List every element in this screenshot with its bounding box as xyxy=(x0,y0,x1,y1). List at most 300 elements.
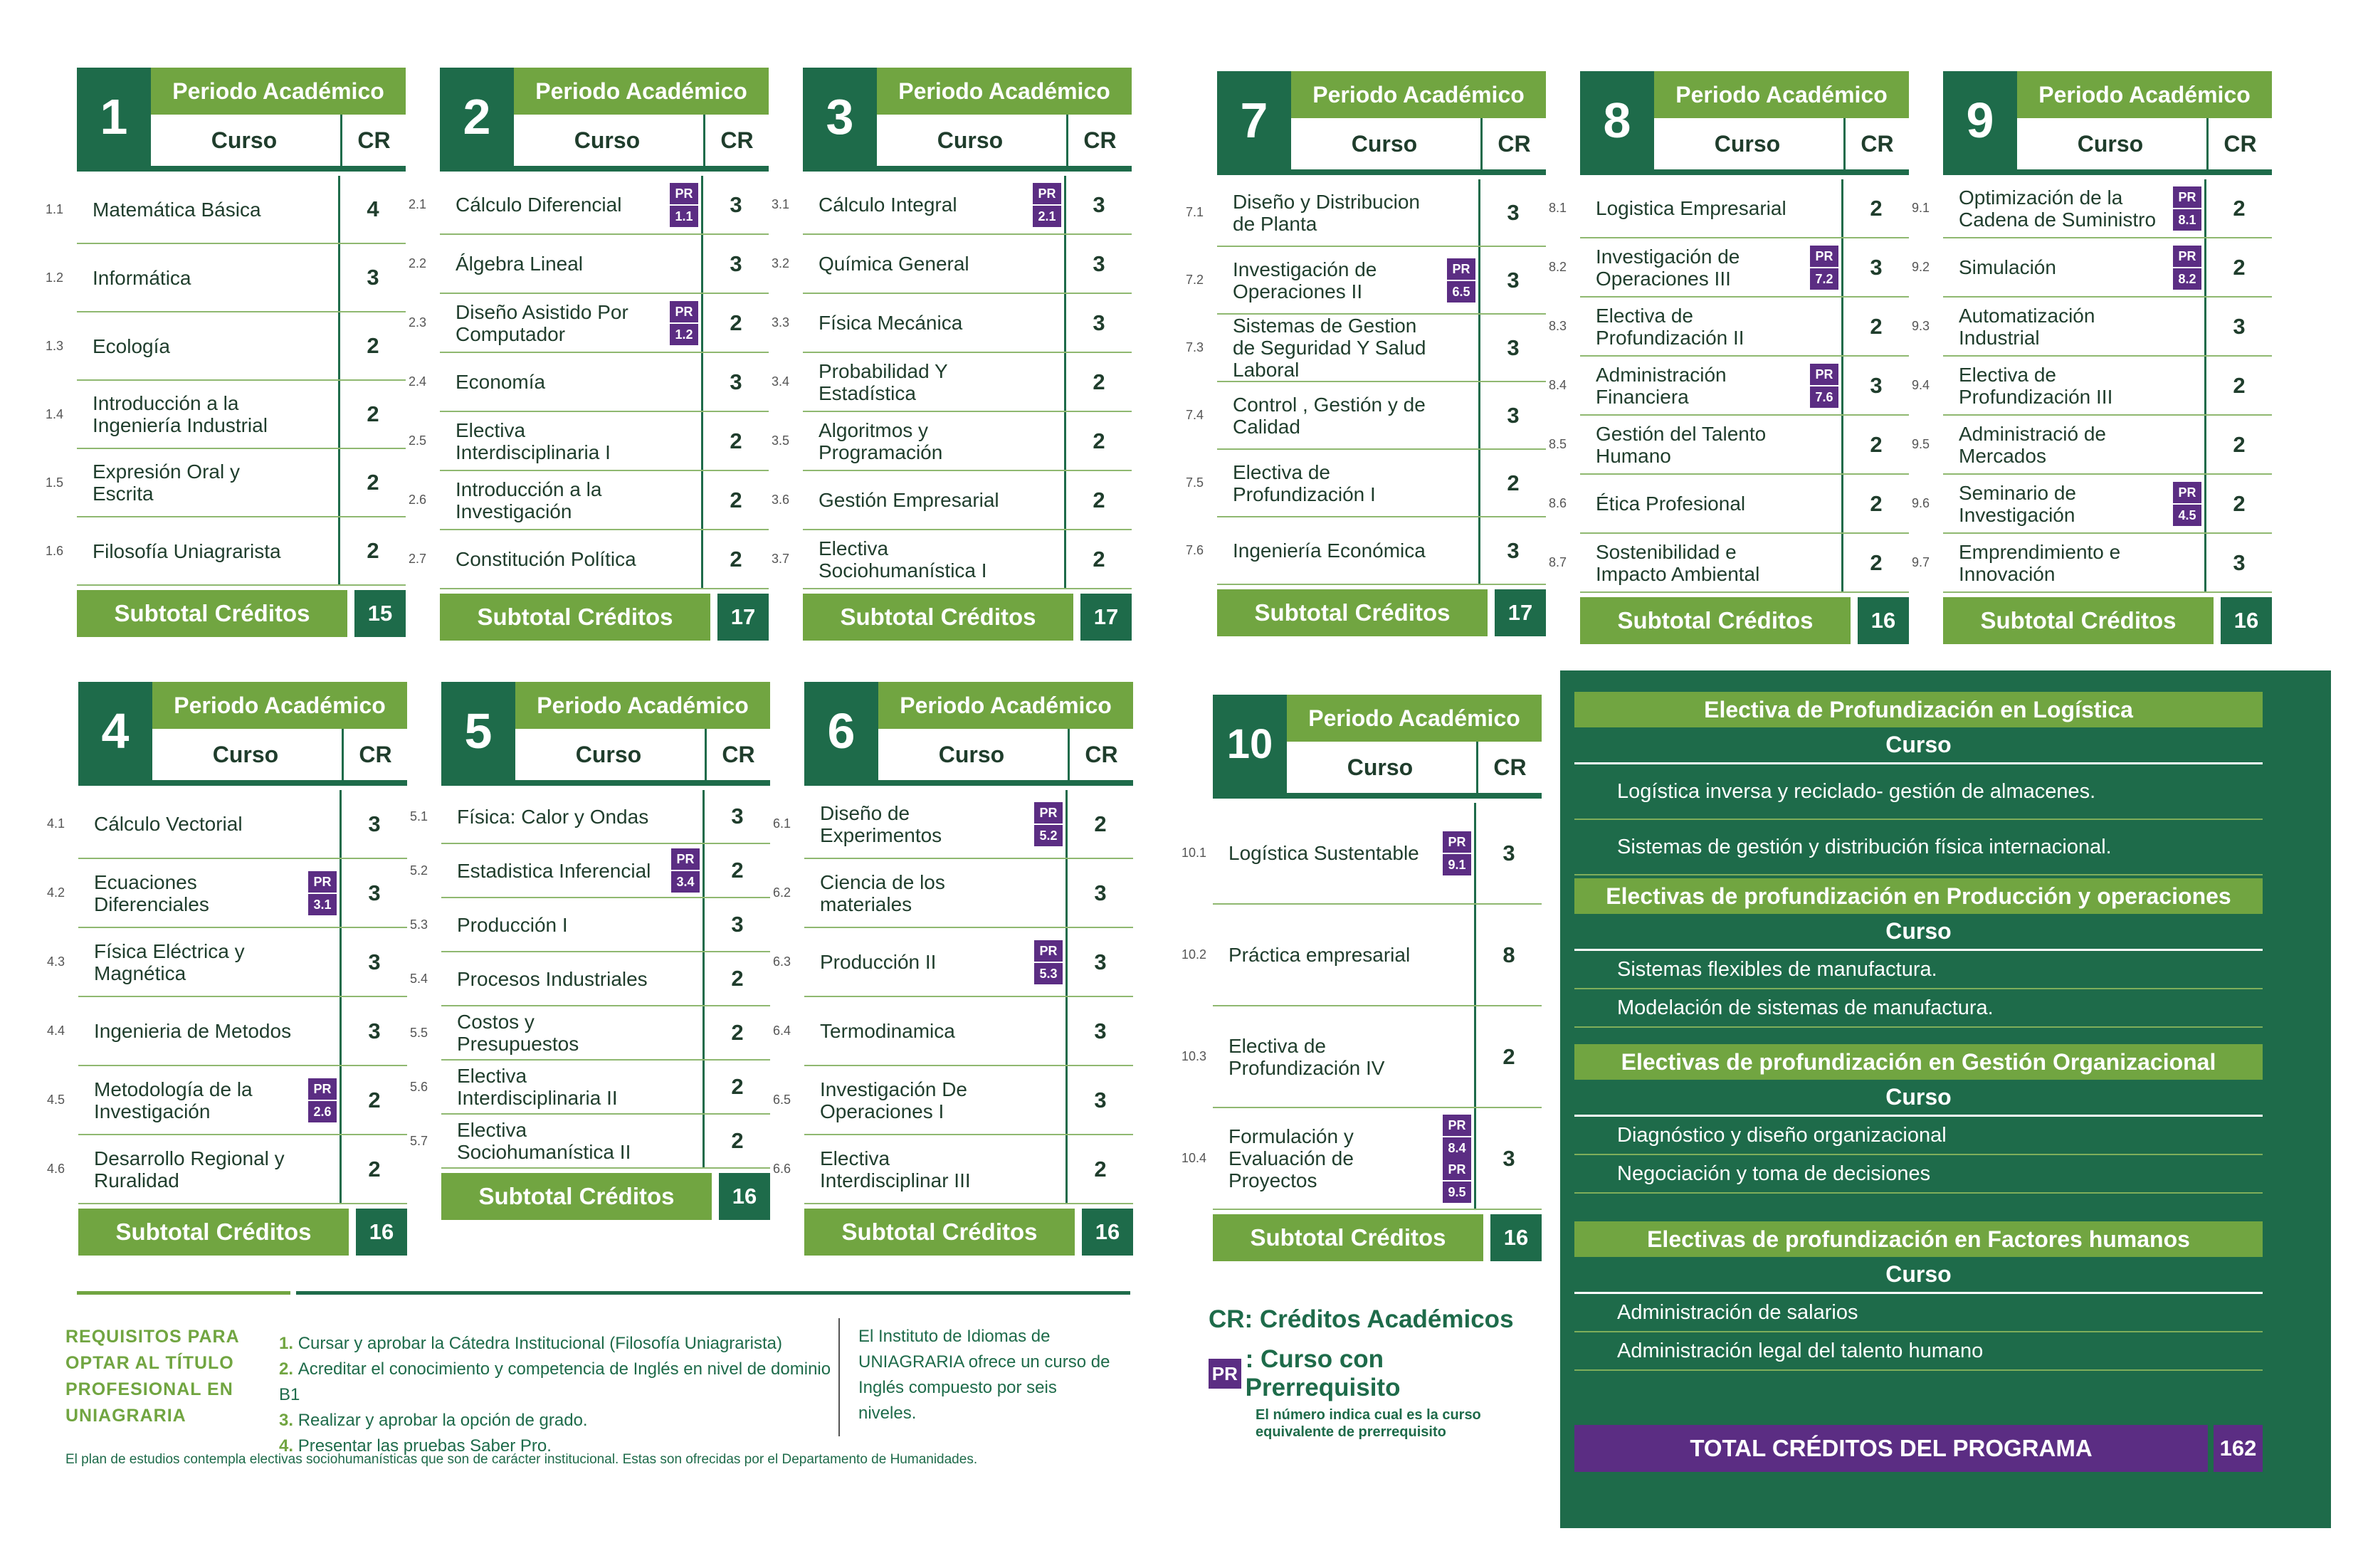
course-row xyxy=(1182,1006,1542,1108)
course-name xyxy=(77,449,340,516)
course-credits: 2 xyxy=(2233,431,2246,457)
course-row xyxy=(1549,475,1909,534)
course-row xyxy=(47,997,407,1066)
course-name xyxy=(1217,247,1480,313)
course-id: 9.2 xyxy=(1912,260,1930,274)
subtotal-value: 16 xyxy=(2221,597,2272,644)
column-curso: Curso xyxy=(211,127,278,153)
prerequisite-badge xyxy=(1443,1115,1471,1203)
pr-label: PR xyxy=(1448,1162,1466,1177)
elective-curso: Curso xyxy=(1574,1257,2263,1294)
course-credits: 3 xyxy=(1507,335,1520,360)
course-row xyxy=(410,844,770,898)
course-id: 5.3 xyxy=(410,917,428,932)
course-id: 9.5 xyxy=(1912,437,1930,451)
column-curso: Curso xyxy=(212,741,279,767)
pr-code: 2.6 xyxy=(308,1100,337,1122)
period-number: 5 xyxy=(441,682,515,780)
course-name xyxy=(1943,475,2206,532)
pr-code: 8.2 xyxy=(2173,267,2201,290)
course-id: 8.6 xyxy=(1549,496,1567,510)
period-header xyxy=(804,682,1133,790)
prerequisite-badge xyxy=(1033,183,1061,227)
course-row xyxy=(1186,315,1546,382)
requirement-item xyxy=(279,1408,841,1433)
course-row xyxy=(1549,298,1909,357)
course-title: Administración Financiera xyxy=(1596,363,1727,408)
prerequisite-badge xyxy=(1810,364,1838,408)
period-header xyxy=(1580,71,1909,179)
course-name xyxy=(440,412,703,470)
course-credits: 2 xyxy=(367,470,379,495)
course-credits: 2 xyxy=(367,538,379,563)
course-credits: 3 xyxy=(1094,1087,1107,1112)
course-credits: 2 xyxy=(1870,195,1883,221)
course-title: Logistica Empresarial xyxy=(1596,197,1786,219)
divider xyxy=(77,1291,290,1295)
course-name xyxy=(803,412,1066,470)
course-credits: 3 xyxy=(1502,840,1515,865)
course-name xyxy=(440,353,703,411)
course-row xyxy=(773,997,1133,1066)
subtotal-label: Subtotal Créditos xyxy=(440,594,710,641)
course-name xyxy=(803,235,1066,293)
elective-item: Administración de salarios xyxy=(1574,1294,2263,1332)
pr-code: 8.1 xyxy=(2173,208,2201,231)
course-row xyxy=(1912,238,2272,298)
course-credits: 3 xyxy=(1093,310,1105,335)
course-row xyxy=(773,928,1133,997)
course-id: 7.5 xyxy=(1186,475,1204,490)
subtotal-label: Subtotal Créditos xyxy=(804,1209,1075,1256)
course-id: 6.4 xyxy=(773,1024,791,1038)
course-row xyxy=(772,412,1132,471)
course-name xyxy=(1943,416,2206,473)
course-name xyxy=(1213,803,1476,903)
course-name xyxy=(1213,1006,1476,1107)
course-id: 7.4 xyxy=(1186,408,1204,422)
column-cr: CR xyxy=(2206,118,2272,169)
course-credits: 8 xyxy=(1502,942,1515,967)
course-title: Gestión del Talento Humano xyxy=(1596,422,1767,467)
header-rule xyxy=(441,780,770,786)
course-title: Gestión Empresarial xyxy=(819,489,999,511)
course-credits: 2 xyxy=(1093,369,1105,394)
column-cr: CR xyxy=(340,115,406,166)
requirement-number: 4. xyxy=(279,1436,298,1456)
course-id: 6.6 xyxy=(773,1162,791,1176)
course-id: 1.5 xyxy=(46,475,64,490)
course-id: 3.3 xyxy=(772,315,790,330)
prerequisite-badge xyxy=(1443,831,1471,875)
header-rule xyxy=(804,780,1133,786)
course-row xyxy=(1182,803,1542,905)
period-label: Periodo Académico xyxy=(2017,71,2272,118)
course-credits: 2 xyxy=(368,1087,381,1112)
course-title: Física: Calor y Ondas xyxy=(457,805,649,828)
course-name xyxy=(77,244,340,311)
course-row xyxy=(410,898,770,952)
column-curso: Curso xyxy=(937,127,1004,153)
period-block xyxy=(1182,695,1542,1261)
course-id: 2.5 xyxy=(409,433,427,448)
elective-item: Negociación y toma de decisiones xyxy=(1574,1155,2263,1194)
course-list xyxy=(1182,803,1542,1210)
course-name xyxy=(78,997,342,1065)
course-id: 7.2 xyxy=(1186,273,1204,287)
requirement-number: 3. xyxy=(279,1411,298,1430)
elective-item: Sistemas de gestión y distribución física internacional. xyxy=(1574,820,2263,875)
course-name xyxy=(804,997,1068,1065)
prerequisite-badge xyxy=(2173,246,2201,290)
course-title: Ecología xyxy=(93,335,170,357)
requirement-text: Presentar las pruebas Saber Pro. xyxy=(298,1436,552,1456)
subtotal-value: 16 xyxy=(356,1209,407,1256)
pr-label: PR xyxy=(1448,834,1466,849)
course-id: 1.2 xyxy=(46,270,64,285)
divider xyxy=(296,1291,1130,1295)
course-row xyxy=(1912,298,2272,357)
period-label: Periodo Académico xyxy=(1287,695,1542,742)
requirement-text: Acreditar el conocimiento y competencia de Inglés en nivel de dominio B1 xyxy=(279,1359,831,1404)
course-credits: 3 xyxy=(1870,372,1883,398)
subtotal-row xyxy=(441,1173,770,1220)
course-row xyxy=(46,176,406,244)
prerequisite-badge xyxy=(1034,802,1063,846)
course-credits: 2 xyxy=(1093,487,1105,512)
course-row xyxy=(1549,416,1909,475)
course-credits: 3 xyxy=(1094,949,1107,974)
period-header xyxy=(77,68,406,176)
elective-item: Administración legal del talento humano xyxy=(1574,1332,2263,1371)
course-row xyxy=(47,928,407,997)
course-credits: 3 xyxy=(1502,1145,1515,1171)
course-title: Ciencia de los materiales xyxy=(820,870,945,915)
header-rule xyxy=(77,166,406,172)
period-number: 2 xyxy=(440,68,514,166)
course-credits: 3 xyxy=(731,804,744,828)
elective-curso: Curso xyxy=(1574,914,2263,951)
course-title: Sistemas de Gestion de Seguridad Y Salud Laboral xyxy=(1233,315,1426,381)
subtotal-row xyxy=(803,594,1132,641)
course-row xyxy=(1186,247,1546,315)
period-block xyxy=(772,68,1132,641)
course-title: Formulación y Evaluación de Proyectos xyxy=(1228,1125,1354,1191)
course-id: 4.1 xyxy=(47,816,65,831)
pr-label: PR xyxy=(1039,943,1058,958)
prerequisite-badge xyxy=(1810,246,1838,290)
course-credits: 2 xyxy=(731,1074,744,1099)
course-credits: 2 xyxy=(731,966,744,991)
course-credits: 2 xyxy=(1507,470,1520,495)
course-name xyxy=(804,1066,1068,1134)
header-rule xyxy=(78,780,407,786)
course-row xyxy=(1182,905,1542,1006)
course-name xyxy=(803,176,1066,233)
course-id: 3.6 xyxy=(772,493,790,507)
column-curso: Curso xyxy=(575,741,642,767)
column-curso: Curso xyxy=(574,127,641,153)
subtotal-label: Subtotal Créditos xyxy=(1943,597,2214,644)
course-row xyxy=(1186,382,1546,450)
course-name xyxy=(803,530,1066,588)
course-id: 2.2 xyxy=(409,256,427,270)
course-title: Procesos Industriales xyxy=(457,967,648,990)
period-header xyxy=(440,68,769,176)
subtotal-value: 15 xyxy=(354,590,406,637)
requirements-title: REQUISITOS PARA OPTAR AL TÍTULO PROFESIONAL EN UNIAGRARIA xyxy=(65,1327,239,1426)
period-number: 9 xyxy=(1943,71,2017,169)
pr-label: PR xyxy=(1448,1117,1466,1132)
course-row xyxy=(410,1115,770,1169)
elective-title: Electivas de profundización en Gestión Organizacional xyxy=(1574,1044,2263,1080)
course-id: 8.7 xyxy=(1549,555,1567,569)
course-list xyxy=(1186,179,1546,585)
course-credits: 2 xyxy=(1094,811,1107,836)
course-row xyxy=(772,176,1132,235)
course-name xyxy=(1580,475,1843,532)
course-title: Automatización Industrial xyxy=(1959,304,2095,349)
course-row xyxy=(410,952,770,1006)
course-credits: 2 xyxy=(2233,195,2246,221)
course-id: 6.3 xyxy=(773,954,791,969)
course-row xyxy=(1912,475,2272,534)
pr-label: PR xyxy=(2178,189,2196,204)
course-name xyxy=(1943,534,2206,591)
course-title: Seminario de Investigación xyxy=(1959,481,2076,526)
period-block xyxy=(47,682,407,1256)
course-list xyxy=(1549,179,1909,593)
course-name xyxy=(1217,450,1480,516)
course-row xyxy=(409,294,769,353)
course-row xyxy=(46,244,406,312)
subtotal-label: Subtotal Créditos xyxy=(77,590,347,637)
course-name xyxy=(1943,238,2206,296)
course-name xyxy=(78,859,342,927)
course-credits: 2 xyxy=(2233,254,2246,280)
course-name xyxy=(803,471,1066,529)
subtotal-label: Subtotal Créditos xyxy=(803,594,1073,641)
course-title: Introducción a la Investigación xyxy=(456,478,602,522)
course-name xyxy=(78,1066,342,1134)
subtotal-row xyxy=(1213,1214,1542,1261)
course-id: 5.4 xyxy=(410,971,428,986)
course-credits: 3 xyxy=(2233,549,2246,575)
course-title: Álgebra Lineal xyxy=(456,253,584,275)
course-credits: 2 xyxy=(368,1156,381,1182)
elective-group xyxy=(1574,1221,2263,1371)
course-id: 3.2 xyxy=(772,256,790,270)
period-block xyxy=(1549,71,1909,644)
course-name xyxy=(441,1061,705,1113)
course-title: Emprendimiento e Innovación xyxy=(1959,540,2121,585)
course-credits: 3 xyxy=(1094,880,1107,905)
course-id: 9.3 xyxy=(1912,319,1930,333)
course-row xyxy=(46,381,406,449)
course-title: Electiva de Profundización III xyxy=(1959,363,2113,408)
legend-pr-text: : Curso con Prerrequisito xyxy=(1245,1345,1401,1401)
column-cr: CR xyxy=(1068,729,1133,780)
course-row xyxy=(1186,179,1546,247)
course-row xyxy=(1186,517,1546,585)
course-credits: 3 xyxy=(730,191,742,217)
period-label: Periodo Académico xyxy=(152,682,407,729)
course-name xyxy=(804,859,1068,927)
course-id: 9.1 xyxy=(1912,201,1930,215)
requirements-list xyxy=(279,1331,841,1459)
requirement-item xyxy=(279,1357,841,1408)
pr-label: PR xyxy=(1038,186,1056,201)
period-label: Periodo Académico xyxy=(151,68,406,115)
course-id: 1.1 xyxy=(46,201,64,216)
course-row xyxy=(410,1061,770,1115)
course-credits: 3 xyxy=(1507,402,1520,428)
elective-group xyxy=(1574,1044,2263,1194)
course-credits: 3 xyxy=(1093,251,1105,276)
course-credits: 2 xyxy=(1870,549,1883,575)
course-credits: 2 xyxy=(367,401,379,426)
course-row xyxy=(410,1006,770,1061)
period-header xyxy=(1217,71,1546,179)
period-block xyxy=(409,68,769,641)
course-title: Informática xyxy=(93,266,191,289)
course-title: Diseño Asistido Por Computador xyxy=(456,300,628,345)
subtotal-row xyxy=(77,590,406,637)
header-rule xyxy=(1217,169,1546,175)
course-list xyxy=(772,176,1132,589)
period-header xyxy=(803,68,1132,176)
course-name xyxy=(804,790,1068,858)
course-title: Investigación de Operaciones III xyxy=(1596,245,1740,290)
prerequisite-badge xyxy=(308,871,337,915)
elective-item: Modelación de sistemas de manufactura. xyxy=(1574,989,2263,1028)
course-name xyxy=(1217,179,1480,246)
pr-label: PR xyxy=(1815,367,1833,382)
subtotal-value: 17 xyxy=(717,594,769,641)
course-name xyxy=(440,176,703,233)
legend-pr xyxy=(1209,1345,1543,1402)
course-title: Diseño y Distribucion de Planta xyxy=(1233,190,1420,235)
course-name xyxy=(440,530,703,588)
column-cr: CR xyxy=(342,729,407,780)
course-credits: 3 xyxy=(731,912,744,937)
subtotal-value: 17 xyxy=(1080,594,1132,641)
course-row xyxy=(773,1066,1133,1135)
course-name xyxy=(77,176,340,243)
pr-label: PR xyxy=(675,186,693,201)
course-id: 8.1 xyxy=(1549,201,1567,215)
column-curso: Curso xyxy=(1714,130,1781,157)
course-row xyxy=(772,530,1132,589)
pr-code: 1.2 xyxy=(670,322,698,345)
course-id: 10.4 xyxy=(1182,1151,1207,1165)
course-id: 7.1 xyxy=(1186,205,1204,219)
course-row xyxy=(409,412,769,471)
course-title: Administració de Mercados xyxy=(1959,422,2106,467)
course-title: Electiva Interdisciplinar III xyxy=(820,1147,971,1191)
elective-curso: Curso xyxy=(1574,727,2263,764)
course-title: Electiva de Profundización II xyxy=(1596,304,1744,349)
course-name xyxy=(441,1006,705,1059)
subtotal-row xyxy=(1943,597,2272,644)
course-list xyxy=(773,790,1133,1204)
course-name xyxy=(78,928,342,996)
header-rule xyxy=(440,166,769,172)
course-name xyxy=(440,294,703,352)
course-credits: 4 xyxy=(367,196,379,221)
course-credits: 2 xyxy=(730,487,742,512)
course-row xyxy=(773,790,1133,859)
column-curso: Curso xyxy=(1351,130,1418,157)
course-title: Termodinamica xyxy=(820,1020,955,1042)
period-header xyxy=(78,682,407,790)
subtotal-label: Subtotal Créditos xyxy=(1213,1214,1483,1261)
course-title: Costos y Presupuestos xyxy=(457,1011,579,1055)
course-name xyxy=(1580,534,1843,591)
course-name xyxy=(441,790,705,843)
course-credits: 3 xyxy=(368,1018,381,1043)
requirement-text: Cursar y aprobar la Cátedra Institucional (Filosofía Uniagrarista) xyxy=(298,1334,782,1353)
course-row xyxy=(1912,179,2272,238)
course-title: Cálculo Integral xyxy=(819,194,957,216)
footnote: El plan de estudios contempla electivas sociohumanísticas que son de carácter institucional. Estas son ofrecidas por el Departamento de Humanidades. xyxy=(65,1452,978,1467)
subtotal-row xyxy=(804,1209,1133,1256)
course-credits: 3 xyxy=(367,265,379,290)
subtotal-row xyxy=(78,1209,407,1256)
course-id: 4.2 xyxy=(47,885,65,900)
course-title: Control , Gestión y de Calidad xyxy=(1233,393,1426,438)
course-name xyxy=(440,471,703,529)
course-title: Desarrollo Regional y Ruralidad xyxy=(94,1147,285,1191)
course-title: Producción I xyxy=(457,913,568,936)
course-title: Estadistica Inferencial xyxy=(457,859,651,882)
course-list xyxy=(410,790,770,1169)
course-row xyxy=(1912,416,2272,475)
elective-title: Electivas de profundización en Factores humanos xyxy=(1574,1221,2263,1257)
total-label: TOTAL CRÉDITOS DEL PROGRAMA xyxy=(1574,1425,2208,1472)
course-name xyxy=(441,952,705,1005)
course-id: 2.4 xyxy=(409,374,427,389)
course-row xyxy=(772,235,1132,294)
pr-code: 1.1 xyxy=(670,204,698,227)
course-id: 2.7 xyxy=(409,552,427,566)
course-id: 8.5 xyxy=(1549,437,1567,451)
requirement-text: Realizar y aprobar la opción de grado. xyxy=(298,1411,588,1430)
course-row xyxy=(1549,534,1909,593)
elective-group xyxy=(1574,692,2263,875)
course-credits: 2 xyxy=(2233,372,2246,398)
course-name xyxy=(78,790,342,858)
course-name xyxy=(1943,357,2206,414)
column-cr: CR xyxy=(1066,115,1132,166)
course-id: 10.1 xyxy=(1182,846,1207,860)
course-name xyxy=(1580,357,1843,414)
requirement-item xyxy=(279,1331,841,1357)
period-number: 8 xyxy=(1580,71,1654,169)
period-block xyxy=(1186,71,1546,636)
course-title: Ética Profesional xyxy=(1596,493,1746,515)
course-row xyxy=(47,790,407,859)
course-id: 2.6 xyxy=(409,493,427,507)
subtotal-label: Subtotal Créditos xyxy=(1217,589,1488,636)
course-id: 3.5 xyxy=(772,433,790,448)
elective-curso: Curso xyxy=(1574,1080,2263,1117)
course-title: Electiva Interdisciplinaria I xyxy=(456,419,611,463)
column-curso: Curso xyxy=(938,741,1005,767)
course-credits: 3 xyxy=(368,949,381,974)
course-row xyxy=(1549,179,1909,238)
course-id: 8.3 xyxy=(1549,319,1567,333)
